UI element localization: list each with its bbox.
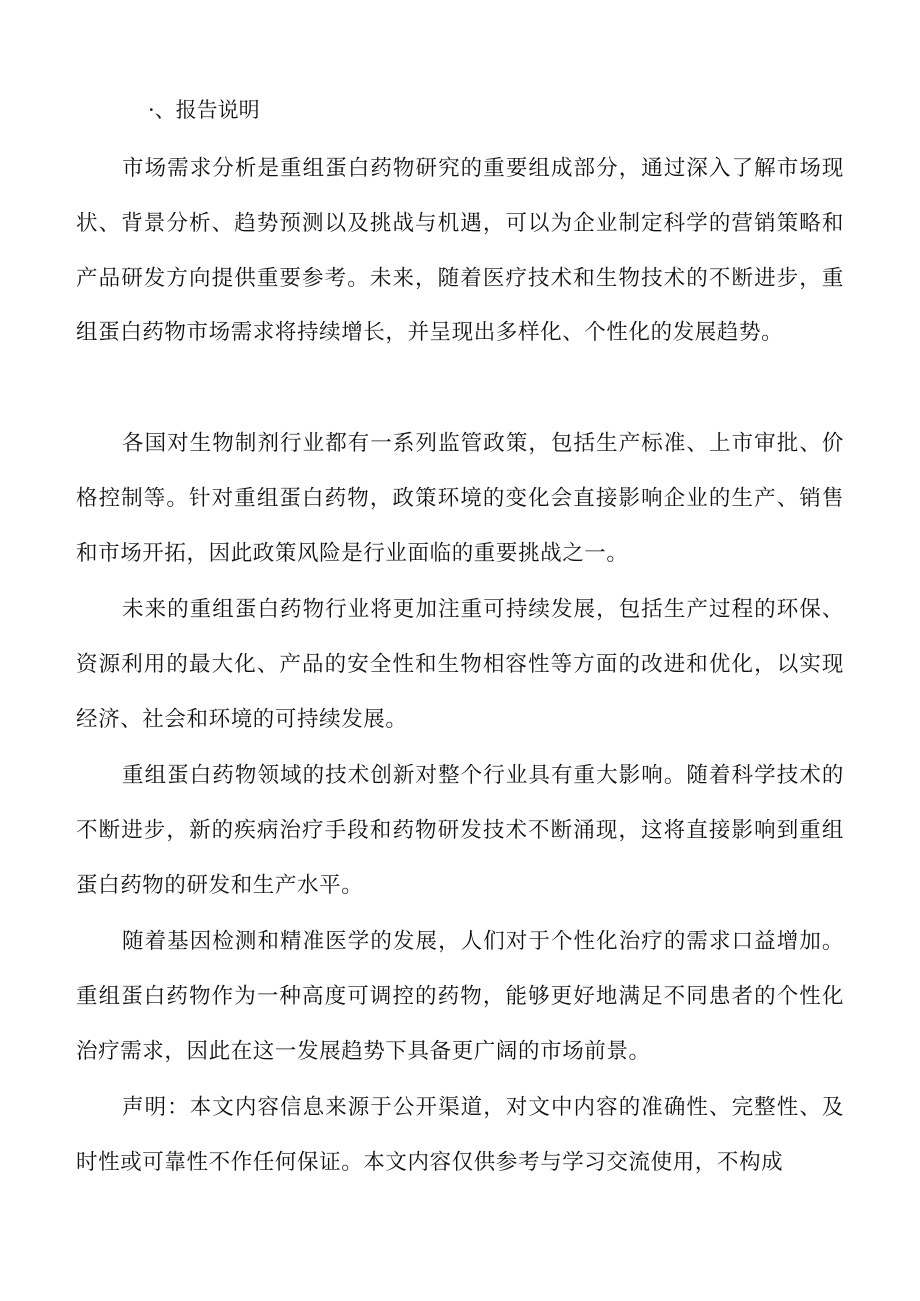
paragraph-technology-innovation: 重组蛋白药物领域的技术创新对整个行业具有重大影响。随着科学技术的不断进步，新的疾病治疗手段和药物研发技术不断涌现，这将直接影响到重组蛋白药物的研发和生产水平。: [76, 763, 844, 898]
paragraph-disclaimer: 声明：本文内容信息来源于公开渠道，对文中内容的准确性、完整性、及时性或可靠性不作任何保证。本文内容仅供参考与学习交流使用，不构成: [76, 1095, 844, 1175]
section-heading: ·、报告说明: [148, 98, 260, 122]
paragraph-market-demand: 市场需求分析是重组蛋白药物研究的重要组成部分，通过深入了解市场现状、背景分析、趋势预测以及挑战与机遇，可以为企业制定科学的营销策略和产品研发方向提供重要参考。未来，随着医疗技术和生物技术的不断进步，重组蛋白药物市场需求将持续增长，并呈现出多样化、个性化的发展趋势。: [76, 156, 844, 346]
paragraph-personalized-medicine: 随着基因检测和精准医学的发展，人们对于个性化治疗的需求口益增加。重组蛋白药物作为一种高度可调控的药物，能够更好地满足不同患者的个性化治疗需求，因此在这一发展趋势下具备更广阔的市场前景。: [76, 929, 844, 1064]
paragraph-sustainability: 未来的重组蛋白药物行业将更加注重可持续发展，包括生产过程的环保、资源利用的最大化、产品的安全性和生物相容性等方面的改进和优化，以实现经济、社会和环境的可持续发展。: [76, 597, 844, 732]
paragraph-regulatory-policy: 各国对生物制剂行业都有一系列监管政策，包括生产标准、上市审批、价格控制等。针对重组蛋白药物，政策环境的变化会直接影响企业的生产、销售和市场开拓，因此政策风险是行业面临的重要挑战之一。: [76, 431, 844, 566]
